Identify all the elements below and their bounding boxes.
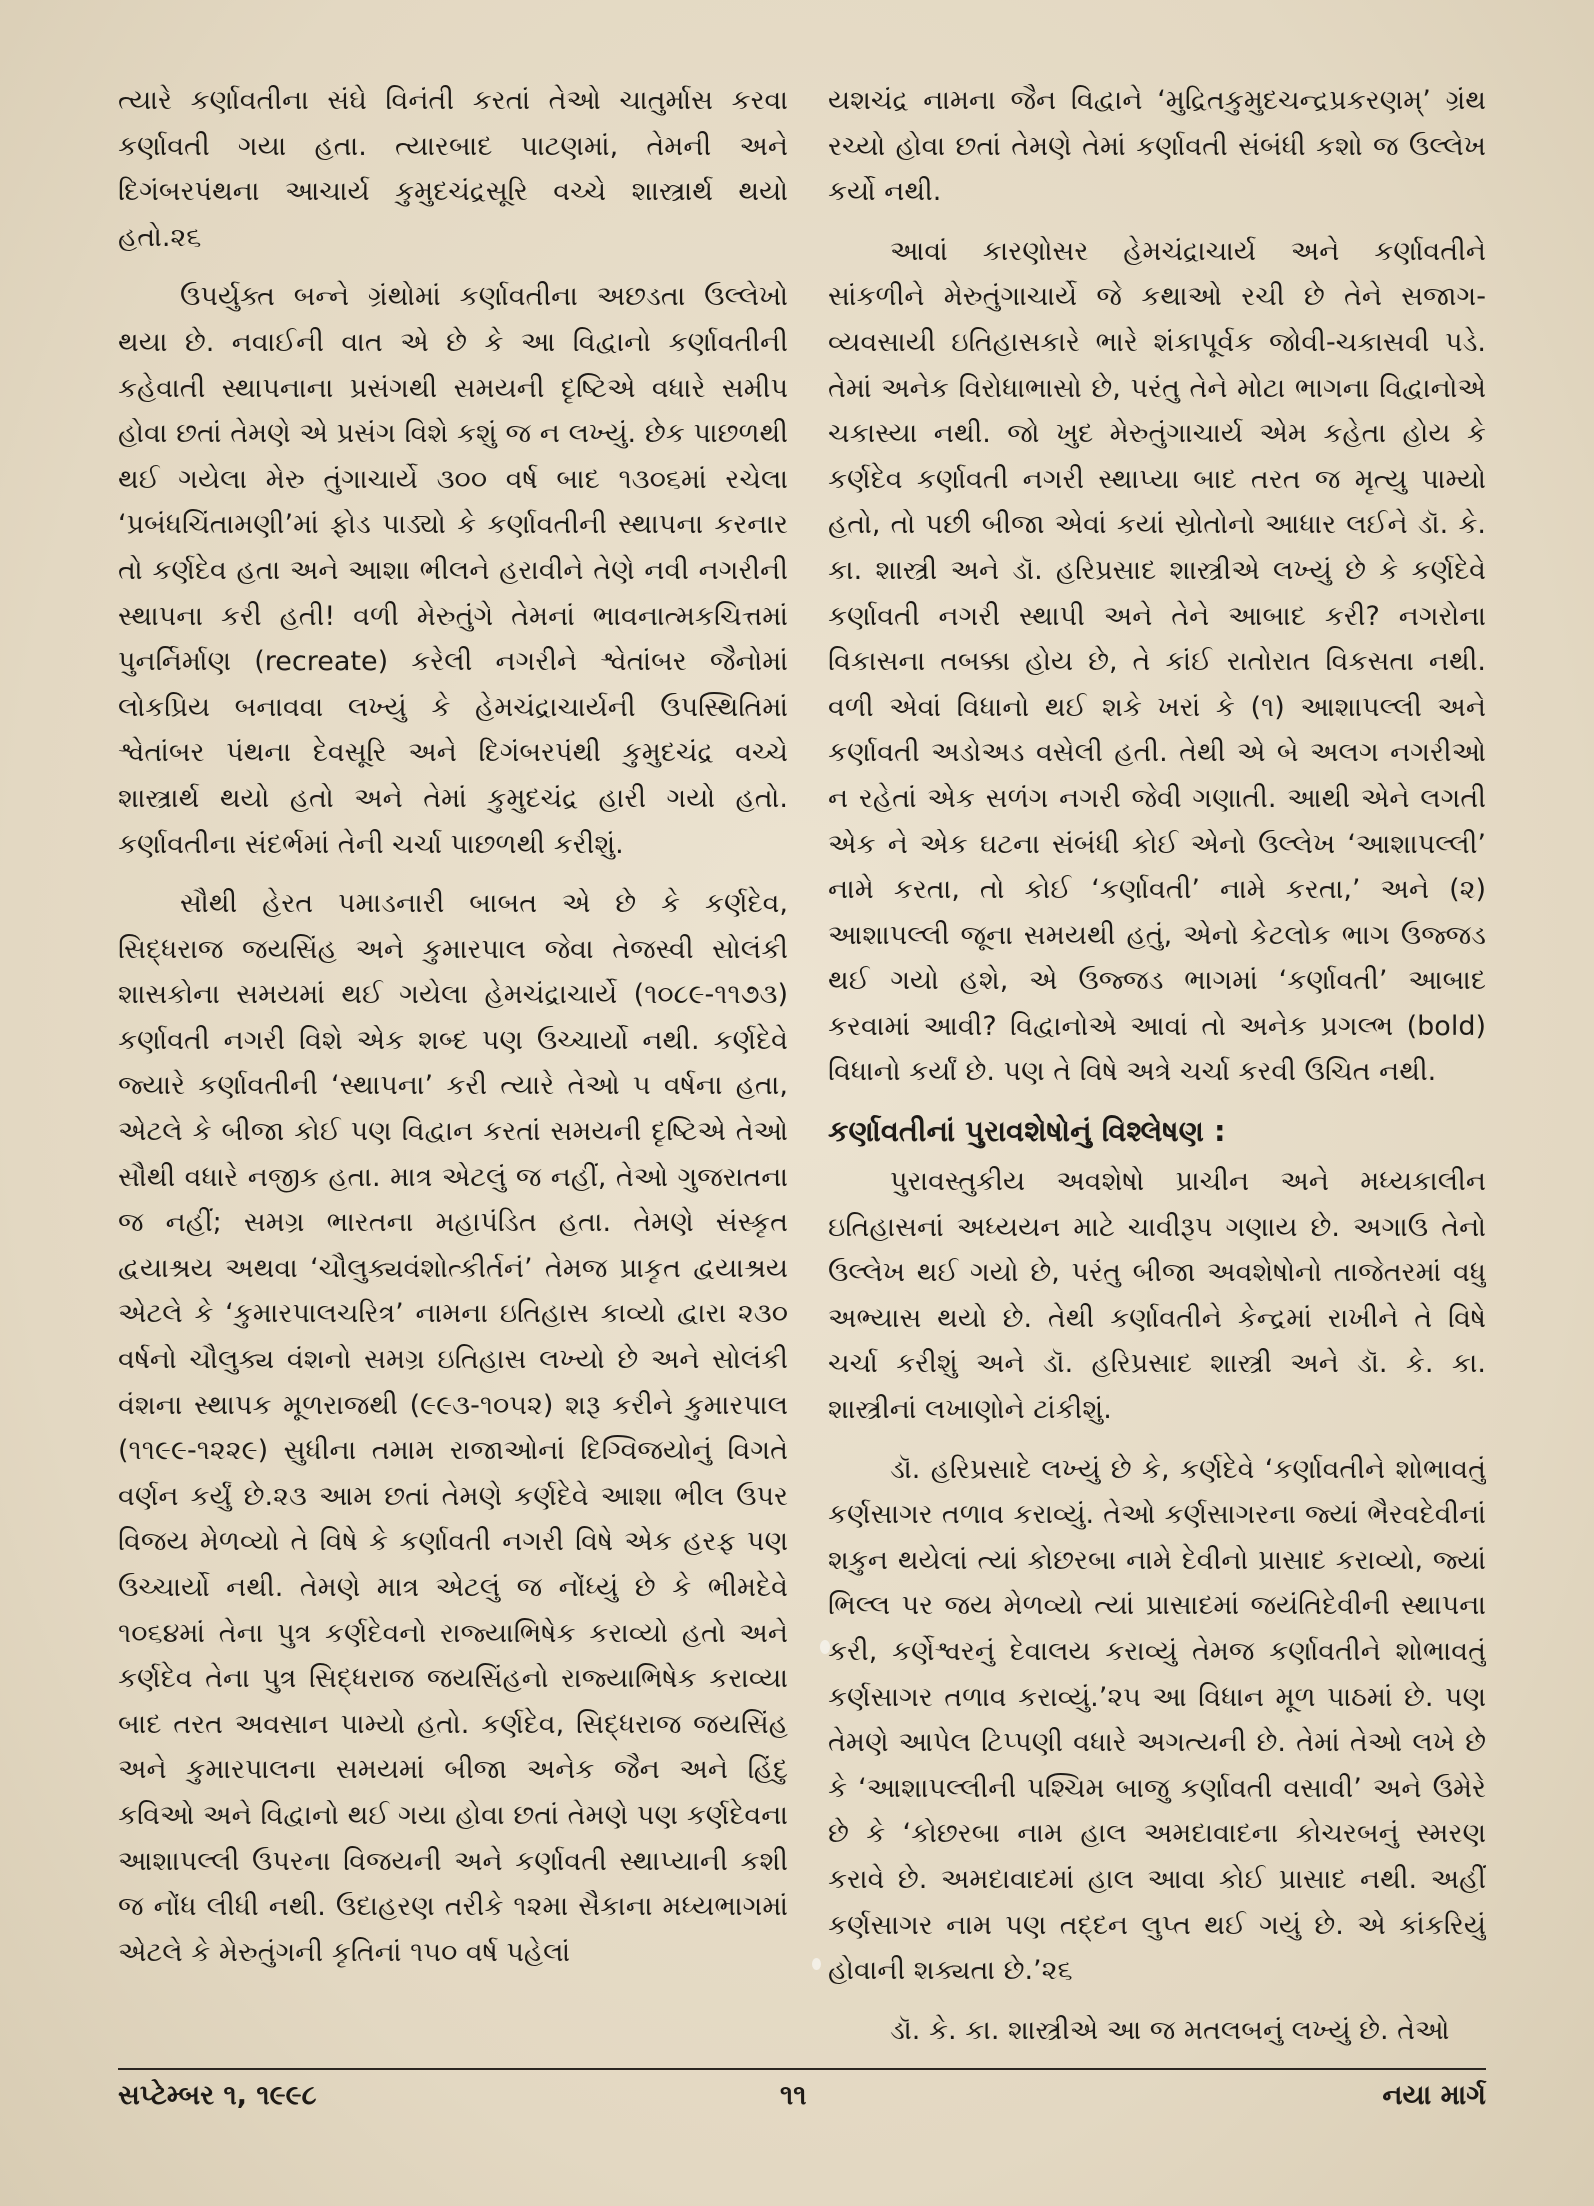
paragraph: ત્યારે કર્ણાવતીના સંઘે વિનંતી કરતાં તેઓ ચાતુર્માસ કરવા કર્ણાવતી ગયા હતા. ત્યારબાદ પાટણમાં, તેમની અને દિગંબરપંથના આચાર્ય કુમુદચંદ્રસૂરિ વચ્ચે શાસ્ત્રાર્થ થયો હતો.૨૬ [118,85,788,253]
footer-date: સપ્ટેમ્બર ૧, ૧૯૯૮ [118,2080,317,2111]
paragraph: સૌથી હેરત પમાડનારી બાબત એ છે કે કર્ણદેવ, સિદ્ધરાજ જયસિંહ અને કુમારપાલ જેવા તેજસ્વી સોલંકી શાસકોના સમયમાં થઈ ગયેલા હેમચંદ્રાચાર્યે (૧૦૮૯-૧૧૭૩) કર્ણાવતી નગરી વિશે એક શબ્દ પણ ઉચ્ચાર્યો નથી. કર્ણદેવે જ્યારે કર્ણાવતીની ‘સ્થાપના’ કરી ત્યારે તેઓ ૫ વર્ષના હતા, એટલે કે બીજા કોઈ પણ વિદ્વાન કરતાં સમયની દૃષ્ટિએ તેઓ સૌથી વધારે નજીક હતા. માત્ર એટલું જ નહીં, તેઓ ગુજરાતના જ નહીં; સમગ્ર ભારતના મહાપંડિત હતા. તેમણે સંસ્કૃત દ્વયાશ્રય અથવા ‘ચૌલુક્યવંશોત્કીર્તનં’ તેમજ પ્રાકૃત દ્વયાશ્રય એટલે કે ‘કુમારપાલચરિત્ર’ નામના ઇતિહાસ કાવ્યો દ્વારા ૨૩૦ વર્ષનો ચૌલુક્ય વંશનો સમગ્ર ઇતિહાસ લખ્યો છે અને સોલંકી વંશના સ્થાપક મૂળરાજથી (૯૯૩-૧૦૫૨) શરૂ કરીને કુમારપાલ (૧૧૯૯-૧૨૨૯) સુધીના તમામ રાજાઓનાં દિગ્વિજયોનું વિગતે વર્ણન કર્યું છે.૨૩ આમ છતાં તેમણે કર્ણદેવે આશા ભીલ ઉપર વિજય મેળવ્યો તે વિષે કે કર્ણાવતી નગરી વિષે એક હરફ પણ ઉચ્ચાર્યો નથી. તેમણે માત્ર એટલું જ નોંધ્યું છે કે ભીમદેવે ૧૦૬૪માં તેના પુત્ર કર્ણદેવનો રાજ્યાભિષેક કરાવ્યો હતો અને કર્ણદેવ તેના પુત્ર સિદ્ધરાજ જયસિંહનો રાજ્યાભિષેક કરાવ્યા બાદ તરત અવસાન પામ્યો હતો. કર્ણદેવ, સિદ્ધરાજ જયસિંહ અને કુમારપાલના સમયમાં બીજા અનેક જૈન અને હિંદુ કવિઓ અને વિદ્વાનો થઈ ગયા હોવા છતાં તેમણે પણ કર્ણદેવના આશાપલ્લી ઉપરના વિજયની અને કર્ણાવતી સ્થાપ્યાની કશી જ નોંધ લીધી નથી. ઉદાહરણ તરીકે ૧૨મા સૈકાના મધ્યભાગમાં એટલે કે મેરુતુંગની કૃતિનાં ૧૫૦ વર્ષ પહેલાં [118,888,788,1968]
paragraph: આવાં કારણોસર હેમચંદ્રાચાર્ય અને કર્ણાવતીને સાંકળીને મેરુતુંગાચાર્યે જે કથાઓ રચી છે તેને સજાગ-વ્યવસાયી ઇતિહાસકારે ભારે શંકાપૂર્વક જોવી-ચકાસવી પડે. તેમાં અનેક વિરોધાભાસો છે, પરંતુ તેને મોટા ભાગના વિદ્વાનોએ ચકાસ્યા નથી. જો ખુદ મેરુતુંગાચાર્ય એમ કહેતા હોય કે કર્ણદેવ કર્ણાવતી નગરી સ્થાપ્યા બાદ તરત જ મૃત્યુ પામ્યો હતો, તો પછી બીજા એવાં કયાં સ્રોતોનો આધાર લઈને ડૉ. કે. કા. શાસ્ત્રી અને ડૉ. હરિપ્રસાદ શાસ્ત્રીએ લખ્યું છે કે કર્ણદેવે કર્ણાવતી નગરી સ્થાપી અને તેને આબાદ કરી? નગરોના વિકાસના તબક્કા હોય છે, તે કાંઈ રાતોરાત વિકસતા નથી. વળી એવાં વિધાનો થઈ શકે ખરાં કે (૧) આશાપલ્લી અને કર્ણાવતી અડોઅડ વસેલી હતી. તેથી એ બે અલગ નગરીઓ ન રહેતાં એક સળંગ નગરી જેવી ગણાતી. આથી એને લગતી એક ને એક ઘટના સંબંધી કોઈ એનો ઉલ્લેખ ‘આશાપલ્લી’ નામે કરતા, તો કોઈ ‘કર્ણાવતી’ નામે કરતા,’ અને (૨) આશાપલ્લી જૂના સમયથી હતું, એનો કેટલોક ભાગ ઉજ્જડ થઈ ગયો હશે, એ ઉજ્જડ ભાગમાં ‘કર્ણાવતી’ આબાદ કરવામાં આવી? વિદ્વાનોએ આવાં તો અનેક પ્રગલ્ભ (bold) વિધાનો કર્યાં છે. પણ તે વિષે અત્રે ચર્ચા કરવી ઉચિત નથી. [828,235,1486,1088]
paper-tear-hole [812,1958,821,1970]
paragraph: યશચંદ્ર નામના જૈન વિદ્વાને ‘મુદ્રિતકુમુદચન્દ્રપ્રકરણમ્’ ગ્રંથ રચ્યો હોવા છતાં તેમણે તેમાં કર્ણાવતી સંબંધી કશો જ ઉલ્લેખ કર્યો નથી. [828,85,1486,208]
right-column [828,78,1486,2068]
paragraph: પુરાવસ્તુકીય અવશેષો પ્રાચીન અને મધ્યકાલીન ઇતિહાસનાં અધ્યયન માટે ચાવીરૂપ ગણાય છે. અગાઉ તેનો ઉલ્લેખ થઈ ગયો છે, પરંતુ બીજા અવશેષોનો તાજેતરમાં વધુ અભ્યાસ થયો છે. તેથી કર્ણાવતીને કેન્દ્રમાં રાખીને તે વિષે ચર્ચા કરીશું અને ડૉ. હરિપ્રસાદ શાસ્ત્રી અને ડૉ. કે. કા. શાસ્ત્રીનાં લખાણોને ટાંકીશું. [828,1166,1486,1426]
section-heading: કર્ણાવતીનાં પુરાવશેષોનું વિશ્લેષણ : [828,1114,1226,1149]
page-number: ૧૧ [780,2080,807,2111]
footer-rule [118,2068,1486,2070]
paragraph: ઉપર્યુક્ત બન્ને ગ્રંથોમાં કર્ણાવતીના અછડતા ઉલ્લેખો થયા છે. નવાઈની વાત એ છે કે આ વિદ્વાનો કર્ણાવતીની કહેવાતી સ્થાપનાના પ્રસંગથી સમયની દૃષ્ટિએ વધારે સમીપ હોવા છતાં તેમણે એ પ્રસંગ વિશે કશું જ ન લખ્યું. છેક પાછળથી થઈ ગયેલા મેરુ તુંગાચાર્યે ૩૦૦ વર્ષ બાદ ૧૩૦૬માં રચેલા ‘પ્રબંધચિંતામણી’માં ફોડ પાડ્યો કે કર્ણાવતીની સ્થાપના કરનાર તો કર્ણદેવ હતા અને આશા ભીલને હરાવીને તેણે નવી નગરીની સ્થાપના કરી હતી! વળી મેરુતુંગે તેમનાં ભાવનાત્મકચિત્તમાં પુનર્નિર્માણ (recreate) કરેલી નગરીને શ્વેતાંબર જૈનોમાં લોકપ્રિય બનાવવા લખ્યું કે હેમચંદ્રાચાર્યની ઉપસ્થિતિમાં શ્વેતાંબર પંથના દેવસૂરિ અને દિગંબરપંથી કુમુદચંદ્ર વચ્ચે શાસ્ત્રાર્થ થયો હતો અને તેમાં કુમુદચંદ્ર હારી ગયો હતો. કર્ણાવતીના સંદર્ભમાં તેની ચર્ચા પાછળથી કરીશું. [118,281,788,860]
magazine-name: નયા માર્ગ [1382,2080,1486,2111]
paragraph: ડૉ. હરિપ્રસાદે લખ્યું છે કે, કર્ણદેવે ‘કર્ણાવતીને શોભાવતું કર્ણસાગર તળાવ કરાવ્યું. તેઓ કર્ણસાગરના જ્યાં ભૈરવદેવીનાં શકુન થયેલાં ત્યાં કોછરબા નામે દેવીનો પ્રાસાદ કરાવ્યો, જ્યાં ભિલ્લ પર જય મેળવ્યો ત્યાં પ્રાસાદમાં જયંતિદેવીની સ્થાપના કરી, કર્ણેશ્વરનું દેવાલય કરાવ્યું તેમજ કર્ણાવતીને શોભાવતું કર્ણસાગર તળાવ કરાવ્યું.’૨૫ આ વિધાન મૂળ પાઠમાં છે. પણ તેમણે આપેલ ટિપ્પણી વધારે અગત્યની છે. તેમાં તેઓ લખે છે કે ‘આશાપલ્લીની પશ્ચિમ બાજુ કર્ણાવતી વસાવી’ અને ઉમેરે છે કે ‘કોછરબા નામ હાલ અમદાવાદના કોચરબનું સ્મરણ કરાવે છે. અમદાવાદમાં હાલ આવા કોઈ પ્રાસાદ નથી. અહીં કર્ણસાગર નામ પણ તદ્દન લુપ્ત થઈ ગયું છે. એ કાંકરિયું હોવાની શક્યતા છે.’૨૬ [828,1453,1486,1987]
left-column [118,78,788,2068]
paragraph: ડૉ. કે. કા. શાસ્ત્રીએ આ જ મતલબનું લખ્યું છે. તેઓ [890,2014,1450,2046]
